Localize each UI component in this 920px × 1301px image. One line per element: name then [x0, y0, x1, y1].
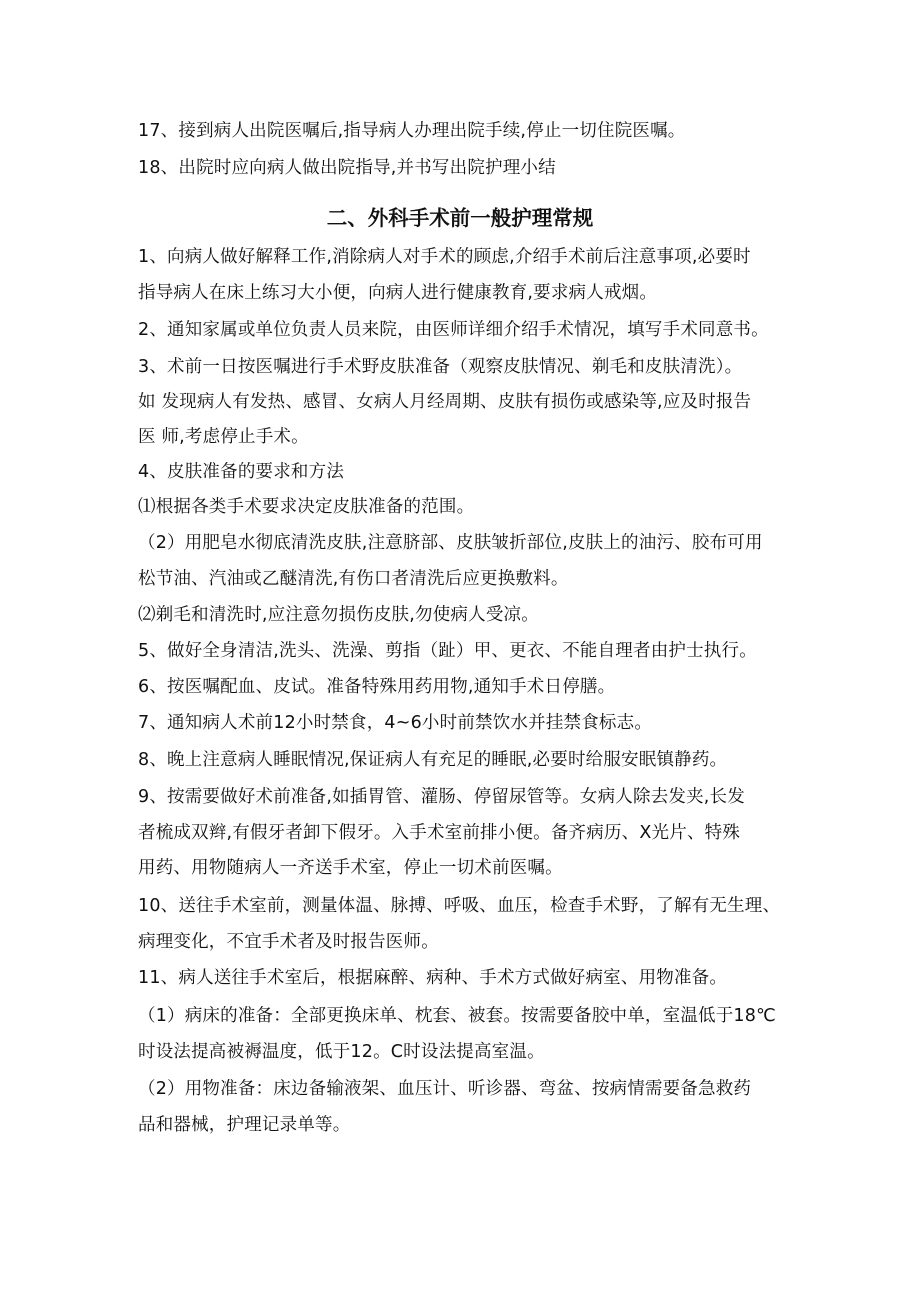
- paragraph-line: ⑵剃毛和清洗时,应注意勿损伤皮肤,勿使病人受凉。: [138, 605, 539, 625]
- paragraph-line: 病理变化，不宜手术者及时报告医师。: [138, 932, 439, 952]
- paragraph-line: ⑴根据各类手术要求决定皮肤准备的范围。: [138, 497, 475, 517]
- paragraph-line: 者梳成双辫,有假牙者卸下假牙。入手术室前排小便。备齐病历、X光片、特殊: [138, 823, 741, 843]
- paragraph-line: 用药、用物随病人一齐送手术室，停止一切术前医嘱。: [138, 858, 563, 878]
- paragraph-line: 17、接到病人出院医嘱后,指导病人办理出院手续,停止一切住院医嘱。: [138, 121, 686, 141]
- paragraph-line: 5、做好全身清洁,洗头、洗澡、剪指（趾）甲、更衣、不能自理者由护士执行。: [138, 641, 757, 661]
- paragraph-line: 18、出院时应向病人做出院指导,并书写出院护理小结: [138, 158, 556, 178]
- paragraph-line: 7、通知病人术前12小时禁食，4~6小时前禁饮水并挂禁食标志。: [138, 713, 653, 733]
- paragraph-line: 4、皮肤准备的要求和方法: [138, 462, 345, 482]
- paragraph-line: （1）病床的准备：全部更换床单、枕套、被套。按需要备胶中单，室温低于18℃: [138, 1006, 776, 1026]
- section-title: 二、外科手术前一般护理常规: [326, 206, 594, 230]
- paragraph-line: 3、术前一日按医嘱进行手术野皮肤准备（观察皮肤情况、剃毛和皮肤清洗）。: [138, 357, 743, 377]
- paragraph-line: （2）用物准备：床边备输液架、血压计、听诊器、弯盆、按病情需要备急救药: [138, 1079, 752, 1099]
- paragraph-line: （2）用肥皂水彻底清洗皮肤,注意脐部、皮肤皱折部位,皮肤上的油污、胶布可用: [138, 533, 763, 553]
- paragraph-line: 1、向病人做好解释工作,消除病人对手术的顾虑,介绍手术前后注意事项,必要时: [138, 247, 751, 267]
- paragraph-line: 9、按需要做好术前准备,如插胃管、灌肠、停留尿管等。女病人除去发夹,长发: [138, 787, 745, 807]
- paragraph-line: 6、按医嘱配血、皮试。准备特殊用药用物,通知手术日停膳。: [138, 677, 616, 697]
- paragraph-line: 时设法提高被褥温度，低于12。C时设法提高室温。: [138, 1042, 545, 1062]
- paragraph-line: 2、通知家属或单位负责人员来院，由医师详细介绍手术情况，填写手术同意书。: [138, 320, 769, 340]
- paragraph-line: 8、晚上注意病人睡眠情况,保证病人有充足的睡眠,必要时给服安眠镇静药。: [138, 750, 728, 770]
- paragraph-line: 松节油、汽油或乙醚清洗,有伤口者清洗后应更换敷料。: [138, 569, 569, 589]
- paragraph-line: 11、病人送往手术室后，根据麻醉、病种、手术方式做好病室、用物准备。: [138, 968, 728, 988]
- paragraph-line: 10、送往手术室前，测量体温、脉搏、呼吸、血压，检查手术野，了解有无生理、: [138, 896, 781, 916]
- paragraph-line: 指导病人在床上练习大小便，向病人进行健康教育,要求病人戒烟。: [138, 283, 658, 303]
- paragraph-line: 品和器械，护理记录单等。: [138, 1115, 351, 1135]
- paragraph-line: 医 师,考虑停止手术。: [138, 427, 309, 447]
- paragraph-line: 如 发现病人有发热、感冒、女病人月经周期、皮肤有损伤或感染等,应及时报告: [138, 392, 752, 412]
